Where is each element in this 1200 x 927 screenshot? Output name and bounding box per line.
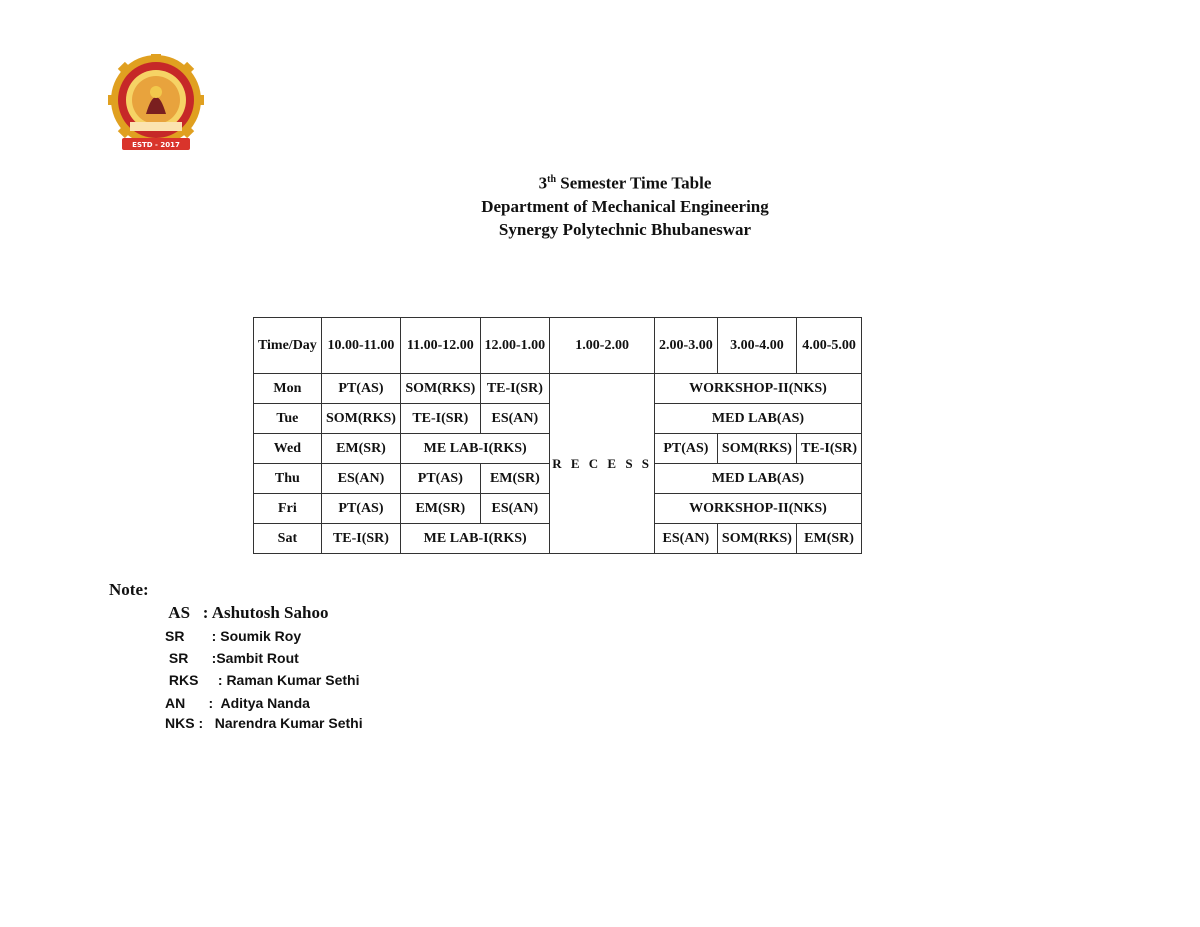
header-cell: 2.00-3.00 (655, 318, 718, 374)
legend-item: AS : Ashutosh Sahoo (165, 603, 329, 622)
day-cell: Wed (254, 434, 322, 464)
day-cell: Sat (254, 524, 322, 554)
class-cell: TE-I(SR) (321, 524, 400, 554)
legend-item: SR : Soumik Roy (165, 628, 302, 644)
class-cell: ME LAB-I(RKS) (401, 434, 550, 464)
note-title: Note: (109, 580, 149, 599)
class-cell: PT(AS) (655, 434, 718, 464)
college-emblem-icon (108, 54, 204, 152)
title-line-3: Synergy Polytechnic Bhubaneswar (498, 219, 752, 239)
day-cell: Thu (254, 464, 322, 494)
class-cell: ES(AN) (480, 404, 550, 434)
class-cell: WORKSHOP-II(NKS) (655, 494, 862, 524)
table-row (254, 374, 862, 404)
header-cell: 11.00-12.00 (401, 318, 480, 374)
day-cell: Fri (254, 494, 322, 524)
class-cell: ES(AN) (480, 494, 550, 524)
class-cell: MED LAB(AS) (655, 404, 862, 434)
day-cell: Mon (254, 374, 322, 404)
class-cell: SOM(RKS) (717, 524, 796, 554)
class-cell: EM(SR) (797, 524, 862, 554)
legend-item: SR :Sambit Rout (165, 650, 299, 666)
timetable (253, 317, 862, 554)
class-cell: MED LAB(AS) (655, 464, 862, 494)
class-cell: EM(SR) (480, 464, 550, 494)
day-cell: Tue (254, 404, 322, 434)
class-cell: ES(AN) (655, 524, 718, 554)
title-line-2: Department of Mechanical Engineering (481, 196, 769, 216)
header-row (254, 318, 862, 374)
header-cell: 3.00-4.00 (717, 318, 796, 374)
class-cell: SOM(RKS) (717, 434, 796, 464)
legend-item: AN : Aditya Nanda (165, 695, 310, 711)
recess-cell: R E C E S S (550, 374, 655, 554)
class-cell: TE-I(SR) (401, 404, 480, 434)
class-cell: SOM(RKS) (321, 404, 400, 434)
class-cell: WORKSHOP-II(NKS) (655, 374, 862, 404)
header-cell: 12.00-1.00 (480, 318, 550, 374)
class-cell: EM(SR) (401, 494, 480, 524)
class-cell: ME LAB-I(RKS) (401, 524, 550, 554)
title-line-1: 3th Semester Time Table (538, 173, 712, 193)
page-title (430, 168, 820, 241)
legend-item: NKS : Narendra Kumar Sethi (165, 715, 363, 731)
class-cell: SOM(RKS) (401, 374, 480, 404)
logo-estd-text: ESTD - 2017 (132, 141, 180, 149)
class-cell: PT(AS) (401, 464, 480, 494)
class-cell: PT(AS) (321, 494, 400, 524)
class-cell: ES(AN) (321, 464, 400, 494)
class-cell: TE-I(SR) (797, 434, 862, 464)
class-cell: PT(AS) (321, 374, 400, 404)
header-cell: 10.00-11.00 (321, 318, 400, 374)
header-cell: 1.00-2.00 (550, 318, 655, 374)
header-cell: Time/Day (254, 318, 322, 374)
header-cell: 4.00-5.00 (797, 318, 862, 374)
legend-item: RKS : Raman Kumar Sethi (165, 672, 360, 688)
class-cell: EM(SR) (321, 434, 400, 464)
class-cell: TE-I(SR) (480, 374, 550, 404)
